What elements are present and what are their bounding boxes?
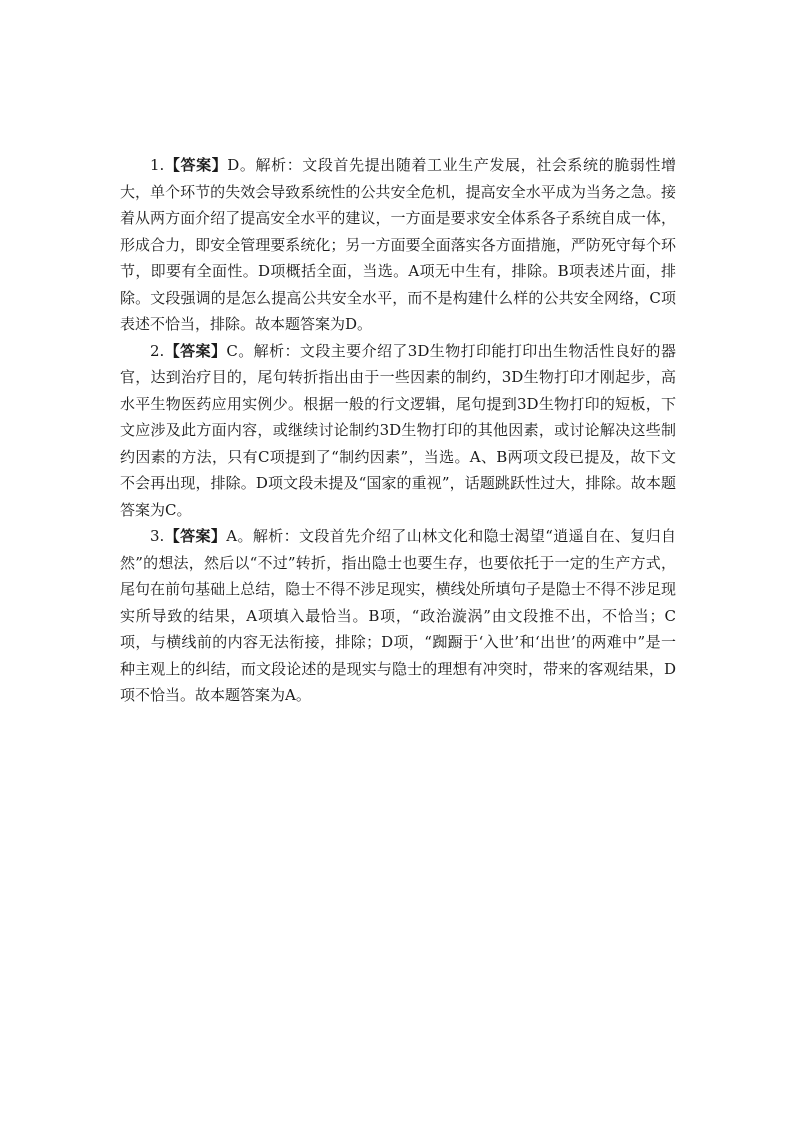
answer-explanation: C。解析：文段主要介绍了3D生物打印能打印出生物活性良好的器官，达到治疗目的，尾句转折指出由于一些因素的制约，3D生物打印才刚起步，高水平生物医药应用实例少。根据一般的行文逻辑，尾句提到3D生物打印的短板，下文应涉及此方面内容，或继续讨论制约3D生物打印的其他因素，或讨论解决这些制约因素的方法，只有C项提到了“制约因素”，当选。A、B两项文段已提及，故下文不会再出现，排除。D项文段未提及“国家的重视”，话题跳跃性过大，排除。故本题答案为C。 [120,341,676,519]
answer-number: 1. [150,156,165,174]
answer-paragraph-3 [120,523,676,709]
answer-number: 2. [150,341,165,360]
answer-explanation: D。解析：文段首先提出随着工业生产发展，社会系统的脆弱性增大，单个环节的失效会导致系统性的公共安全危机，提高安全水平成为当务之急。接着从两方面介绍了提高安全水平的建议，一方面是要求安全体系各子系统自成一体，形成合力，即安全管理要系统化；另一方面要全面落实各方面措施，严防死守每个环节，即要有全面性。D项概括全面，当选。A项无中生有，排除。B项表述片面，排除。文段强调的是怎么提高公共安全水平，而不是构建什么样的公共安全网络，C项表述不恰当，排除。故本题答案为D。 [120,156,676,333]
answer-paragraph-2 [120,338,676,524]
answer-tag: 【答案】 [164,527,227,545]
answer-explanation: A。解析：文段首先介绍了山林文化和隐士渴望“逍遥自在、复归自然”的想法，然后以“不过”转折，指出隐士也要生存，也要依托于一定的生产方式，尾句在前句基础上总结，隐士不得不涉足现实，横线处所填句子是隐士不得不涉足现实所导致的结果，A项填入最恰当。B项，“政治漩涡”由文段推不出，不恰当；C项，与横线前的内容无法衔接，排除；D项，“踟蹰于‘入世’和‘出世’的两难中”是一种主观上的纠结，而文段论述的是现实与隐士的理想有冲突时，带来的客观结果，D项不恰当。故本题答案为A。 [120,527,676,704]
answer-tag: 【答案】 [164,156,228,174]
answer-paragraph-1 [120,152,676,338]
answer-tag: 【答案】 [164,341,227,360]
answer-section [120,152,676,709]
answer-number: 3. [150,527,165,545]
